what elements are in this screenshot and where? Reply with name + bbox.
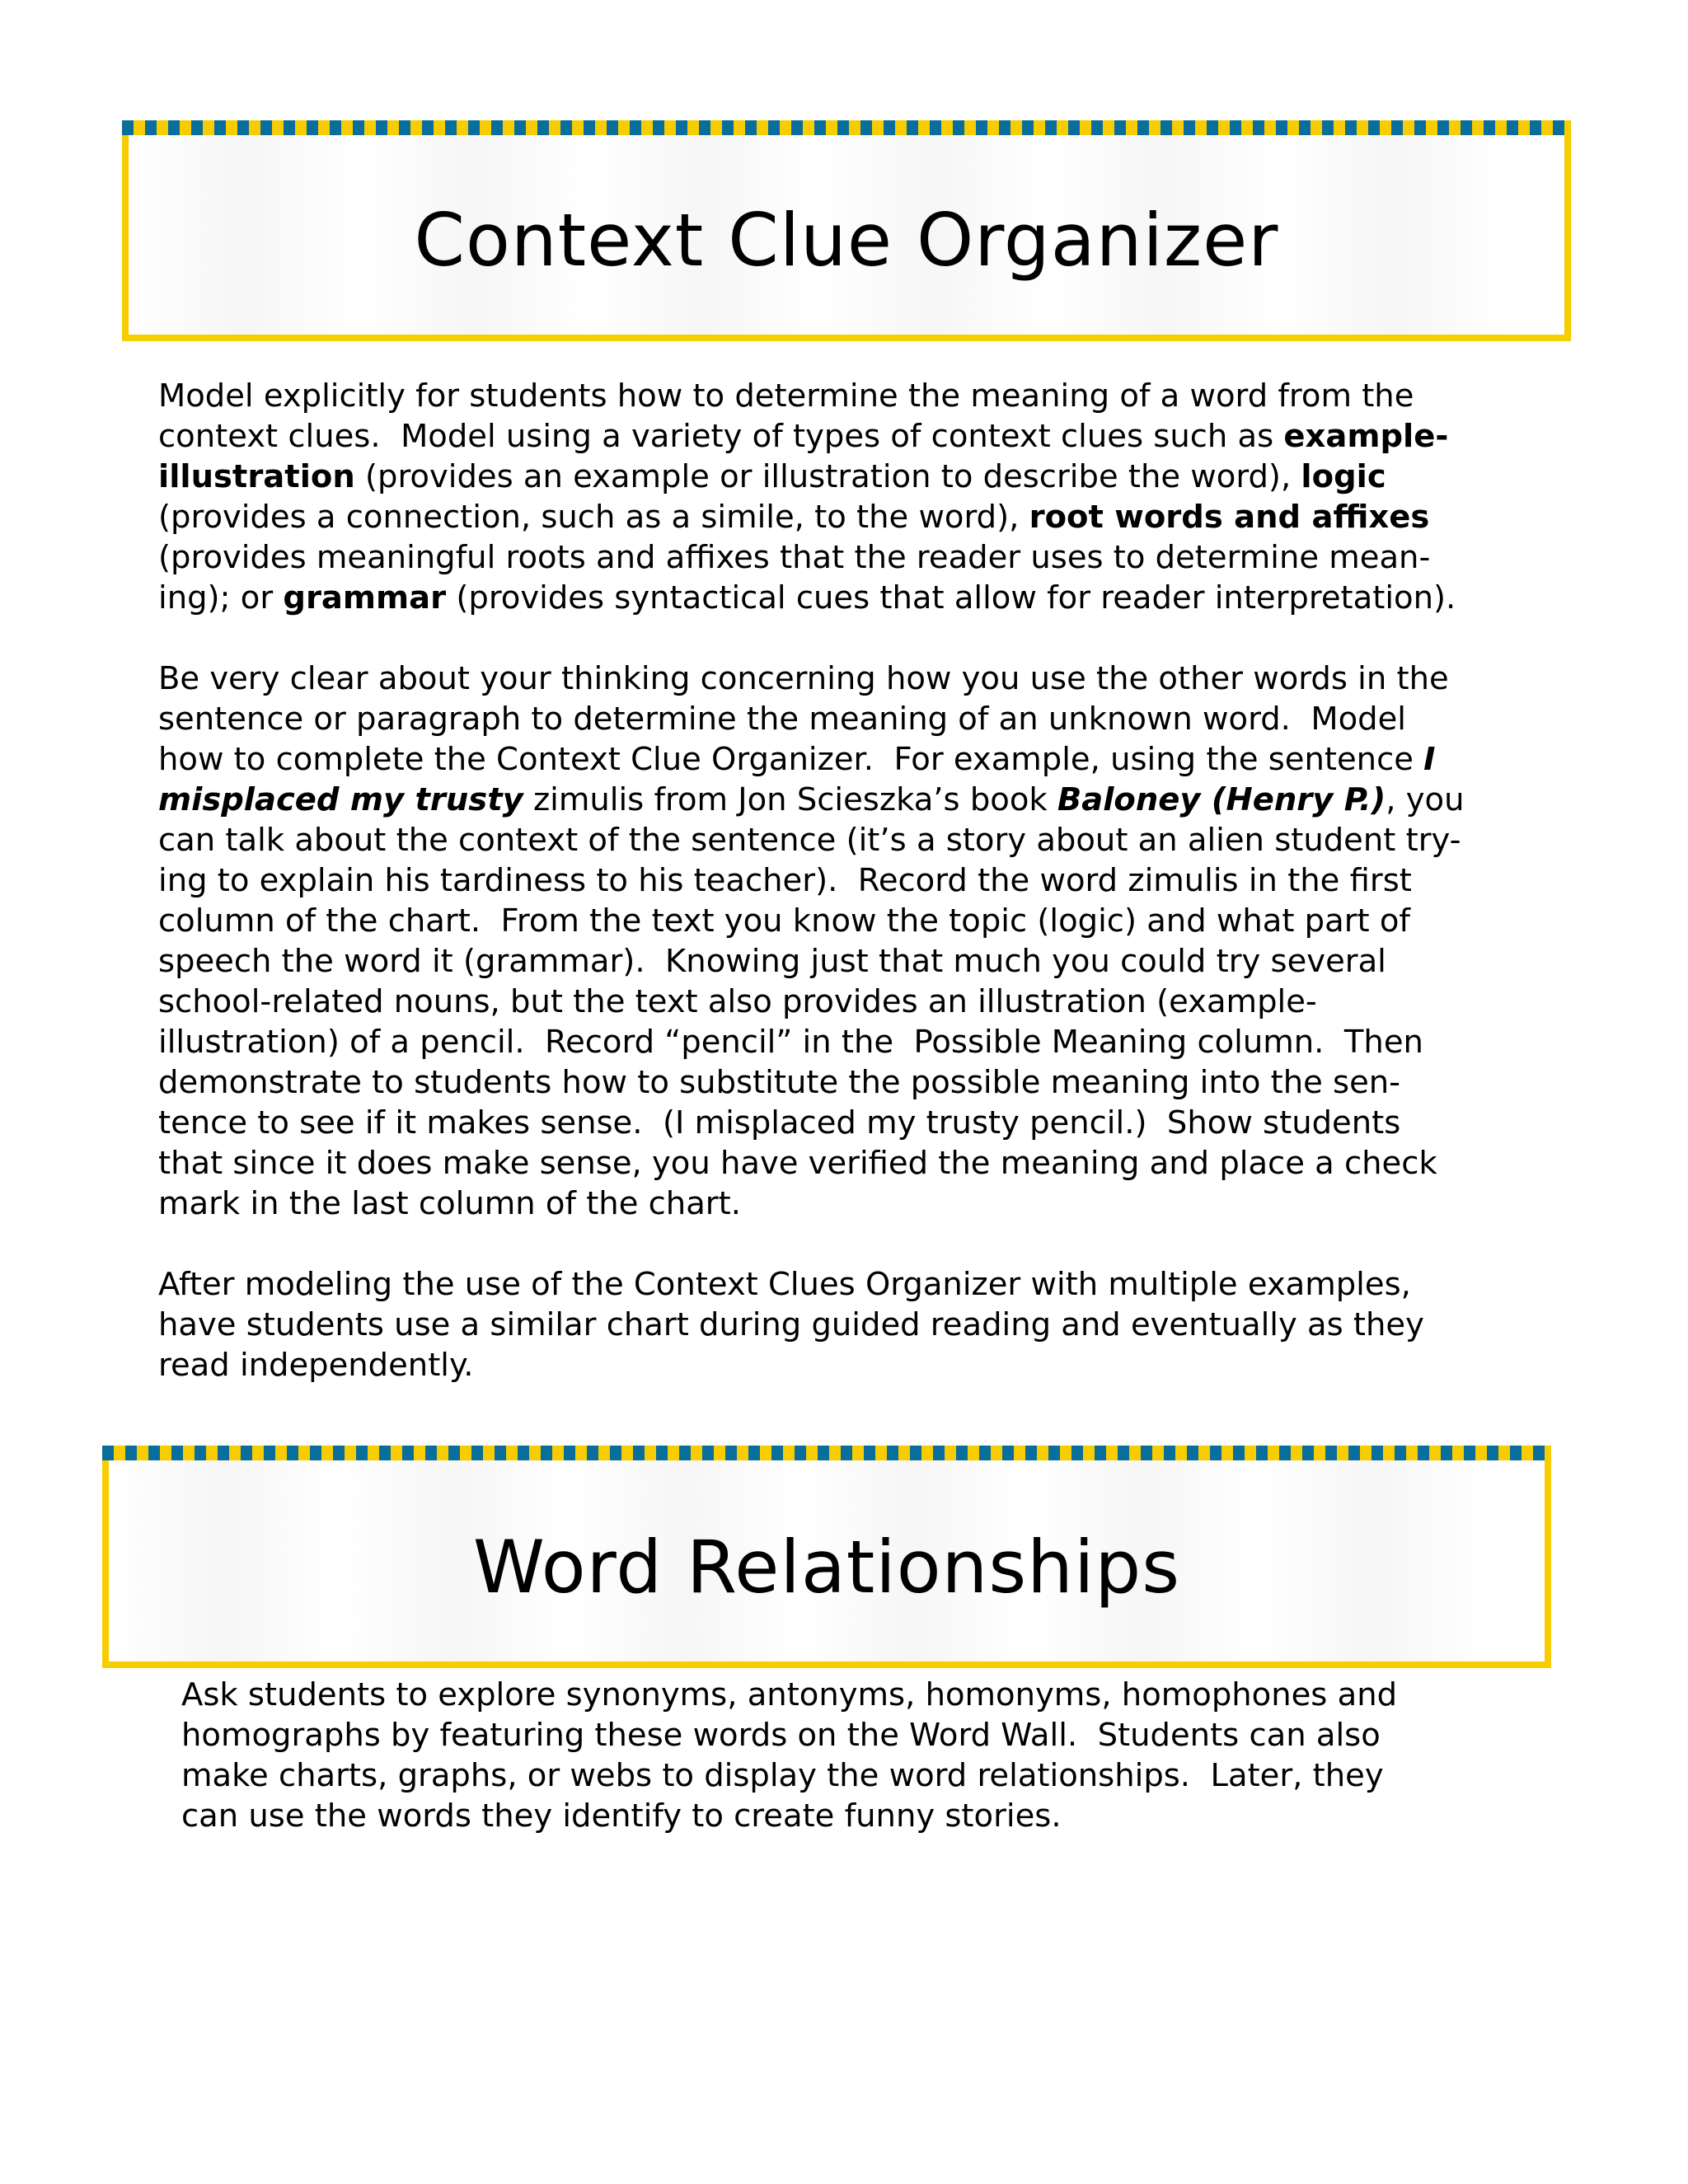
text-line: have students use a similar chart during guided reading and eventually as they [158,1306,1424,1343]
text-line: mark in the last column of the chart. [158,1185,741,1222]
text-line: can talk about the context of the sentence (it’s a story about an alien student try- [158,822,1461,859]
text-line: can use the words they identify to create funny stories. [181,1797,1062,1835]
text-line: Ask students to explore synonyms, antonyms, homonyms, homophones and [181,1676,1398,1713]
emphasis-term: logic [1301,458,1386,495]
text-line: speech the word it (grammar). Knowing just that much you could try several [158,943,1386,980]
text-line: context clues. Model using a variety of types of context clues such as [158,418,1284,455]
paragraph-guided-reading [158,1264,1424,1385]
book-title: Baloney (Henry P.) [1057,781,1386,818]
text-line: that since it does make sense, you have verified the meaning and place a check [158,1145,1437,1182]
emphasis-term: illustration [158,458,355,495]
text-line: tence to see if it makes sense. (I misplaced my trusty pencil.) Show students [158,1104,1401,1141]
section-title: Context Clue Organizer [414,198,1279,283]
text-line: read independently. [158,1347,474,1384]
text-line: , you [1386,781,1465,818]
text-line: sentence or paragraph to determine the meaning of an unknown word. Model [158,701,1406,738]
text-line: how to complete the Context Clue Organizer. For example, using the sentence [158,741,1424,778]
text-line: school-related nouns, but the text also provides an illustration (example- [158,983,1317,1020]
emphasis-term: root words and affixes [1029,499,1430,536]
paragraph-modeling-example [158,658,1464,1224]
decorative-stripe [122,120,1571,135]
section-title: Word Relationships [472,1525,1181,1610]
text-line: (provides syntactical cues that allow for reader interpretation). [446,579,1456,616]
text-line: column of the chart. From the text you know the topic (logic) and what part of [158,902,1410,940]
text-line: ing); or [158,579,284,616]
decorative-stripe [102,1446,1551,1460]
text-line: Be very clear about your thinking concerning how you use the other words in the [158,660,1449,697]
text-line: homographs by featuring these words on the Word Wall. Students can also [181,1717,1381,1754]
text-line: (provides meaningful roots and affixes that the reader uses to determine mean- [158,539,1431,576]
text-line: illustration) of a pencil. Record “pencil” in the Possible Meaning column. Then [158,1024,1423,1061]
text-line: (provides an example or illustration to describe the word), [354,458,1301,495]
text-line: zimulis from Jon Scieszka’s book [523,781,1057,818]
example-sentence: I [1423,741,1436,778]
context-clue-organizer-header [122,134,1571,341]
text-line: Model explicitly for students how to determine the meaning of a word from the [158,377,1414,415]
text-line: (provides a connection, such as a simile, to the word), [158,499,1029,536]
emphasis-term: example- [1283,418,1449,455]
text-line: demonstrate to students how to substitute the possible meaning into the sen- [158,1064,1401,1101]
text-line: After modeling the use of the Context Clues Organizer with multiple examples, [158,1266,1411,1303]
example-sentence: misplaced my trusty [158,781,523,818]
word-relationships-header [102,1459,1551,1668]
text-line: ing to explain his tardiness to his teacher). Record the word zimulis in the first [158,862,1412,899]
emphasis-term: grammar [283,579,447,616]
paragraph-context-clue-types [158,376,1456,618]
paragraph-word-relationships [181,1675,1397,1836]
text-line: make charts, graphs, or webs to display the word relationships. Later, they [181,1757,1384,1794]
